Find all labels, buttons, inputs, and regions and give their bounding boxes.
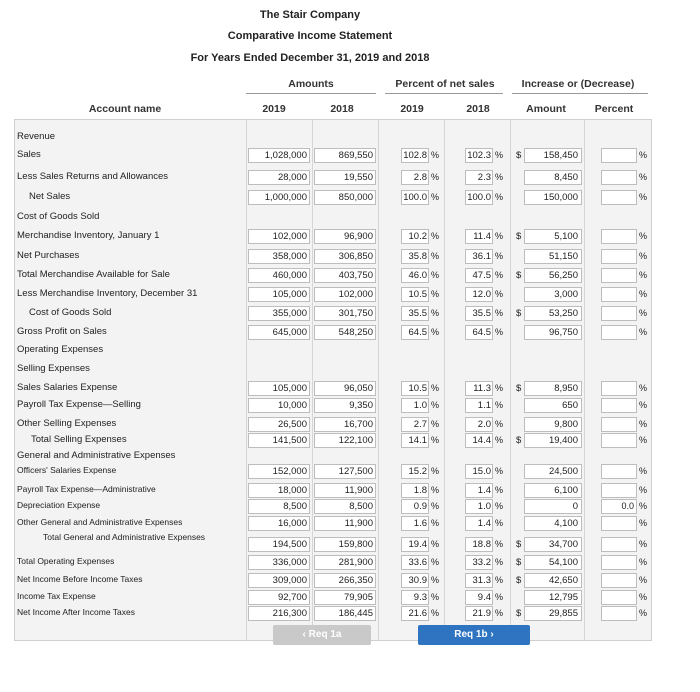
account-label: Depreciation Expense: [17, 500, 101, 510]
percent-2018-input[interactable]: 1.4: [465, 483, 493, 498]
percent-sign: %: [639, 501, 648, 511]
increase-amount-input[interactable]: 24,500: [524, 464, 582, 479]
percent-sign: %: [431, 251, 440, 261]
percent-2018-input[interactable]: 14.4: [465, 433, 493, 448]
percent-2019-input[interactable]: 46.0: [401, 268, 429, 283]
percent-2018-input[interactable]: 12.0: [465, 287, 493, 302]
dollar-sign: $: [516, 150, 522, 161]
increase-percent-input[interactable]: [601, 170, 637, 185]
percent-sign: %: [639, 419, 648, 429]
amount-2019-input[interactable]: 141,500: [248, 433, 310, 448]
chevron-right-icon: ›: [490, 629, 494, 640]
percent-2018-input[interactable]: 100.0: [465, 190, 493, 205]
percent-sign: %: [495, 501, 504, 511]
percent-sign: %: [431, 592, 440, 602]
percent-sign: %: [495, 327, 504, 337]
pct-2019-header: 2019: [400, 103, 424, 115]
percent-2019-input[interactable]: 2.8: [401, 170, 429, 185]
increase-percent-input[interactable]: [601, 555, 637, 570]
percent-sign: %: [495, 539, 504, 549]
statement-title: Comparative Income Statement: [227, 30, 393, 42]
increase-percent-input[interactable]: [601, 306, 637, 321]
increase-percent-input[interactable]: [601, 249, 637, 264]
percent-sign: %: [495, 466, 504, 476]
account-label: Total Merchandise Available for Sale: [17, 269, 170, 280]
percent-2019-input[interactable]: 1.6: [401, 516, 429, 531]
percent-2018-input[interactable]: 11.3: [465, 381, 493, 396]
percent-sign: %: [639, 608, 648, 618]
account-label: Net Sales: [29, 191, 71, 202]
percent-sign: %: [495, 308, 504, 318]
percent-sign: %: [431, 400, 440, 410]
percent-2018-input[interactable]: 31.3: [465, 573, 493, 588]
amount-2018-input[interactable]: 159,800: [314, 537, 376, 552]
increase-decrease-header: Increase or (Decrease): [521, 78, 635, 90]
percent-sign: %: [431, 172, 440, 182]
period-title: For Years Ended December 31, 2019 and 2018: [190, 52, 430, 64]
increase-amount-input[interactable]: 34,700: [524, 537, 582, 552]
account-label: Operating Expenses: [17, 344, 104, 355]
percent-2018-input[interactable]: 2.3: [465, 170, 493, 185]
percent-2019-input[interactable]: 10.5: [401, 381, 429, 396]
increase-amount-input[interactable]: 158,450: [524, 148, 582, 163]
amount-2018-input[interactable]: 266,350: [314, 573, 376, 588]
percent-sign: %: [639, 435, 648, 445]
increase-percent-input[interactable]: [601, 325, 637, 340]
percent-sign: %: [431, 231, 440, 241]
account-label: Cost of Goods Sold: [29, 307, 112, 318]
percent-2019-input[interactable]: 35.5: [401, 306, 429, 321]
amount-2019-input[interactable]: 460,000: [248, 268, 310, 283]
percent-2018-input[interactable]: 2.0: [465, 417, 493, 432]
percent-sign: %: [639, 270, 648, 280]
percent-sign: %: [431, 308, 440, 318]
increase-percent-input[interactable]: [601, 398, 637, 413]
amount-2018-input[interactable]: 19,550: [314, 170, 376, 185]
increase-percent-input[interactable]: [601, 417, 637, 432]
increase-amount-input[interactable]: 56,250: [524, 268, 582, 283]
account-label: Net Purchases: [17, 250, 80, 261]
percent-sign: %: [431, 327, 440, 337]
increase-percent-input[interactable]: [601, 287, 637, 302]
increase-percent-input[interactable]: [601, 148, 637, 163]
percent-2018-input[interactable]: 36.1: [465, 249, 493, 264]
amount-2018-input[interactable]: 403,750: [314, 268, 376, 283]
percent-sign: %: [431, 485, 440, 495]
amount-2018-input[interactable]: 186,445: [314, 606, 376, 621]
percent-sign: %: [495, 419, 504, 429]
increase-amount-input[interactable]: 5,100: [524, 229, 582, 244]
percent-sign: %: [431, 270, 440, 280]
percent-2019-input[interactable]: 10.2: [401, 229, 429, 244]
dollar-sign: $: [516, 557, 522, 568]
amounts-header: Amounts: [288, 78, 334, 90]
percent-2019-input[interactable]: 64.5: [401, 325, 429, 340]
percent-2018-input[interactable]: 15.0: [465, 464, 493, 479]
percent-sign: %: [431, 192, 440, 202]
percent-sign: %: [639, 231, 648, 241]
dollar-sign: $: [516, 308, 522, 319]
percent-sign: %: [639, 289, 648, 299]
company-title: The Stair Company: [259, 9, 361, 21]
percent-sign: %: [431, 383, 440, 393]
amount-2019-input[interactable]: 105,000: [248, 287, 310, 302]
account-label: General and Administrative Expenses: [17, 450, 176, 461]
percent-sign: %: [495, 231, 504, 241]
chevron-left-icon: ‹: [302, 629, 306, 640]
percent-sign: %: [495, 608, 504, 618]
amount-2018-input[interactable]: 96,900: [314, 229, 376, 244]
amount-2018-input[interactable]: 127,500: [314, 464, 376, 479]
dollar-sign: $: [516, 539, 522, 550]
amount-2018-input[interactable]: 869,550: [314, 148, 376, 163]
account-label: Less Sales Returns and Allowances: [17, 171, 169, 182]
year-2018-header: 2018: [330, 103, 354, 115]
increase-percent-input[interactable]: [601, 606, 637, 621]
account-label: Total Operating Expenses: [17, 556, 115, 566]
increase-amount-input[interactable]: 51,150: [524, 249, 582, 264]
amount-2018-input[interactable]: 306,850: [314, 249, 376, 264]
account-label: Sales Salaries Expense: [17, 382, 118, 393]
percent-2019-input[interactable]: 10.5: [401, 287, 429, 302]
amount-2018-input[interactable]: 102,000: [314, 287, 376, 302]
increase-percent-input[interactable]: [601, 381, 637, 396]
account-label: Cost of Goods Sold: [17, 211, 100, 222]
percent-2019-input[interactable]: 1.0: [401, 398, 429, 413]
percent-2018-input[interactable]: 9.4: [465, 590, 493, 605]
percent-sign: %: [495, 518, 504, 528]
amount-2018-input[interactable]: 16,700: [314, 417, 376, 432]
dollar-sign: $: [516, 608, 522, 619]
percent-sign: %: [495, 592, 504, 602]
account-label: Revenue: [17, 131, 56, 142]
increase-amount-input[interactable]: 0: [524, 499, 582, 514]
increase-amount-input[interactable]: 4,100: [524, 516, 582, 531]
amount-2018-input[interactable]: 548,250: [314, 325, 376, 340]
percent-sign: %: [431, 501, 440, 511]
increase-amount-input[interactable]: 96,750: [524, 325, 582, 340]
percent-2019-input[interactable]: 35.8: [401, 249, 429, 264]
amount-2018-input[interactable]: 122,100: [314, 433, 376, 448]
percent-sign: %: [495, 172, 504, 182]
percent-2018-input[interactable]: 47.5: [465, 268, 493, 283]
increase-amount-input[interactable]: 29,855: [524, 606, 582, 621]
amount-2019-input[interactable]: 355,000: [248, 306, 310, 321]
amount-2018-input[interactable]: 79,905: [314, 590, 376, 605]
amount-2019-input[interactable]: 1,000,000: [248, 190, 310, 205]
increase-percent-input[interactable]: [601, 268, 637, 283]
amount-2019-input[interactable]: 18,000: [248, 483, 310, 498]
increase-percent-input[interactable]: [601, 433, 637, 448]
amount-2019-input[interactable]: 26,500: [248, 417, 310, 432]
amount-2019-input[interactable]: 8,500: [248, 499, 310, 514]
account-label: Payroll Tax Expense—Administrative: [17, 484, 156, 494]
percent-2018-input[interactable]: 18.8: [465, 537, 493, 552]
percent-sign: %: [495, 251, 504, 261]
account-label: Gross Profit on Sales: [17, 326, 107, 337]
increase-percent-input[interactable]: [601, 537, 637, 552]
dollar-sign: $: [516, 231, 522, 242]
percent-sign: %: [639, 518, 648, 528]
amount-2018-input[interactable]: 11,900: [314, 516, 376, 531]
amount-2019-input[interactable]: 216,300: [248, 606, 310, 621]
amount-2019-input[interactable]: 358,000: [248, 249, 310, 264]
account-label: Selling Expenses: [17, 363, 90, 374]
amount-2019-input[interactable]: 152,000: [248, 464, 310, 479]
income-statement-table: [14, 119, 652, 641]
increase-amount-input[interactable]: 3,000: [524, 287, 582, 302]
percent-sign: %: [639, 400, 648, 410]
increase-amount-input[interactable]: 19,400: [524, 433, 582, 448]
percent-sign: %: [639, 575, 648, 585]
percent-sign: %: [495, 575, 504, 585]
percent-2019-input[interactable]: 30.9: [401, 573, 429, 588]
amount-2019-input[interactable]: 10,000: [248, 398, 310, 413]
pct-2018-header: 2018: [466, 103, 490, 115]
increase-percent-input[interactable]: [601, 483, 637, 498]
account-label: Merchandise Inventory, January 1: [17, 230, 160, 241]
percent-2019-input[interactable]: 102.8: [401, 148, 429, 163]
percent-sign: %: [431, 575, 440, 585]
percent-2019-input[interactable]: 9.3: [401, 590, 429, 605]
percent-sign: %: [639, 466, 648, 476]
amount-2018-input[interactable]: 850,000: [314, 190, 376, 205]
percent-sign: %: [495, 383, 504, 393]
amount-2019-input[interactable]: 105,000: [248, 381, 310, 396]
account-label: Sales: [17, 149, 41, 160]
percent-sign: %: [639, 150, 648, 160]
increase-amount-input[interactable]: 8,450: [524, 170, 582, 185]
percent-sign: %: [495, 557, 504, 567]
percent-sign: %: [639, 383, 648, 393]
amount-2019-input[interactable]: 16,000: [248, 516, 310, 531]
amount-2019-input[interactable]: 1,028,000: [248, 148, 310, 163]
increase-amount-input[interactable]: 42,650: [524, 573, 582, 588]
percent-2018-input[interactable]: 1.0: [465, 499, 493, 514]
percent-sign: %: [495, 150, 504, 160]
increase-amount-input[interactable]: 53,250: [524, 306, 582, 321]
percent-2018-input[interactable]: 35.5: [465, 306, 493, 321]
percent-net-sales-header: Percent of net sales: [395, 78, 495, 90]
percent-2019-input[interactable]: 19.4: [401, 537, 429, 552]
increase-amount-input[interactable]: 150,000: [524, 190, 582, 205]
percent-sign: %: [495, 485, 504, 495]
dollar-sign: $: [516, 383, 522, 394]
dollar-sign: $: [516, 575, 522, 586]
dollar-sign: $: [516, 270, 522, 281]
percent-sign: %: [431, 518, 440, 528]
amount-2018-input[interactable]: 281,900: [314, 555, 376, 570]
amount-2019-input[interactable]: 309,000: [248, 573, 310, 588]
account-label: Officers' Salaries Expense: [17, 465, 117, 475]
percent-2019-input[interactable]: 100.0: [401, 190, 429, 205]
increase-percent-input[interactable]: [601, 516, 637, 531]
amount-2019-input[interactable]: 102,000: [248, 229, 310, 244]
percent-sign: %: [431, 539, 440, 549]
percent-sign: %: [639, 192, 648, 202]
percent-sign: %: [431, 419, 440, 429]
percent-sign: %: [639, 172, 648, 182]
increase-percent-input[interactable]: [601, 190, 637, 205]
increase-percent-input[interactable]: [601, 590, 637, 605]
percent-sign: %: [639, 327, 648, 337]
increase-amount-input[interactable]: 54,100: [524, 555, 582, 570]
account-label: Net Income After Income Taxes: [17, 607, 135, 617]
percent-sign: %: [431, 557, 440, 567]
amount-header: Amount: [526, 103, 566, 115]
amount-2018-input[interactable]: 9,350: [314, 398, 376, 413]
account-label: Less Merchandise Inventory, December 31: [17, 288, 198, 299]
percent-sign: %: [431, 466, 440, 476]
percent-2018-input[interactable]: 1.1: [465, 398, 493, 413]
percent-2019-input[interactable]: 33.6: [401, 555, 429, 570]
percent-2019-input[interactable]: 15.2: [401, 464, 429, 479]
percent-sign: %: [495, 435, 504, 445]
percent-2019-input[interactable]: 0.9: [401, 499, 429, 514]
increase-amount-input[interactable]: 12,795: [524, 590, 582, 605]
increase-amount-input[interactable]: 6,100: [524, 483, 582, 498]
percent-sign: %: [639, 592, 648, 602]
percent-sign: %: [639, 485, 648, 495]
amount-2019-input[interactable]: 194,500: [248, 537, 310, 552]
increase-percent-input[interactable]: [601, 573, 637, 588]
amount-2019-input[interactable]: 92,700: [248, 590, 310, 605]
percent-sign: %: [431, 289, 440, 299]
percent-2018-input[interactable]: 21.9: [465, 606, 493, 621]
account-label: Income Tax Expense: [17, 591, 96, 601]
percent-sign: %: [639, 308, 648, 318]
percent-sign: %: [495, 400, 504, 410]
percent-sign: %: [431, 150, 440, 160]
amount-2018-input[interactable]: 11,900: [314, 483, 376, 498]
percent-sign: %: [495, 192, 504, 202]
percent-header: Percent: [594, 103, 634, 115]
percent-sign: %: [639, 251, 648, 261]
increase-amount-input[interactable]: 650: [524, 398, 582, 413]
prev-req-button[interactable]: ‹ Req 1a: [273, 625, 371, 645]
percent-2018-input[interactable]: 33.2: [465, 555, 493, 570]
percent-2018-input[interactable]: 1.4: [465, 516, 493, 531]
account-label: Total Selling Expenses: [31, 434, 127, 445]
percent-2018-input[interactable]: 64.5: [465, 325, 493, 340]
increase-percent-input[interactable]: 0.0: [601, 499, 637, 514]
account-label: Total General and Administrative Expenses: [43, 532, 206, 542]
percent-sign: %: [639, 557, 648, 567]
percent-sign: %: [495, 270, 504, 280]
percent-sign: %: [431, 608, 440, 618]
amount-2019-input[interactable]: 28,000: [248, 170, 310, 185]
amount-2019-input[interactable]: 645,000: [248, 325, 310, 340]
amount-2019-input[interactable]: 336,000: [248, 555, 310, 570]
increase-amount-input[interactable]: 9,800: [524, 417, 582, 432]
percent-2018-input[interactable]: 11.4: [465, 229, 493, 244]
percent-2019-input[interactable]: 1.8: [401, 483, 429, 498]
percent-2018-input[interactable]: 102.3: [465, 148, 493, 163]
increase-amount-input[interactable]: 8,950: [524, 381, 582, 396]
account-label: Payroll Tax Expense—Selling: [17, 399, 141, 410]
percent-2019-input[interactable]: 2.7: [401, 417, 429, 432]
percent-2019-input[interactable]: 14.1: [401, 433, 429, 448]
percent-sign: %: [639, 539, 648, 549]
increase-percent-input[interactable]: [601, 229, 637, 244]
amount-2018-input[interactable]: 96,050: [314, 381, 376, 396]
dollar-sign: $: [516, 435, 522, 446]
year-2019-header: 2019: [262, 103, 286, 115]
account-name-header: Account name: [88, 103, 162, 115]
amount-2018-input[interactable]: 301,750: [314, 306, 376, 321]
amount-2018-input[interactable]: 8,500: [314, 499, 376, 514]
increase-percent-input[interactable]: [601, 464, 637, 479]
percent-sign: %: [495, 289, 504, 299]
account-label: Net Income Before Income Taxes: [17, 574, 143, 584]
percent-2019-input[interactable]: 21.6: [401, 606, 429, 621]
percent-sign: %: [431, 435, 440, 445]
account-label: Other General and Administrative Expenses: [17, 517, 183, 527]
next-req-button[interactable]: Req 1b ›: [418, 625, 530, 645]
account-label: Other Selling Expenses: [17, 418, 117, 429]
